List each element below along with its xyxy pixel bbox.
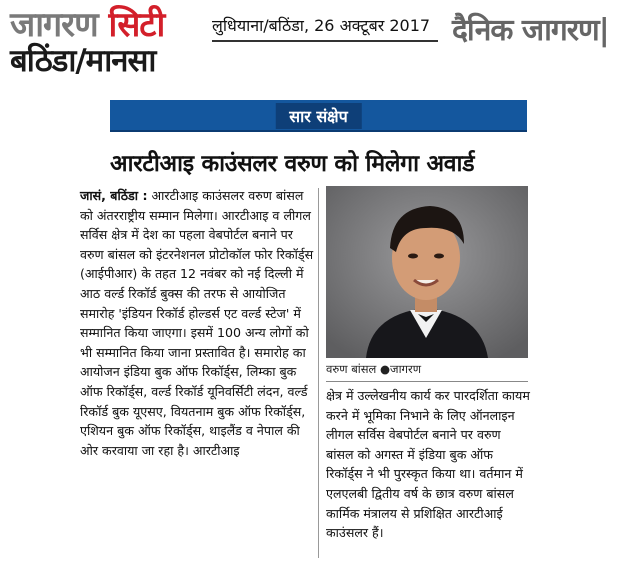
article-headline: आरटीआइ काउंसलर वरुण को मिलेगा अवार्ड (110, 151, 475, 177)
brand-part1: जागरण (10, 5, 98, 45)
photo-caption: वरुण बांसल ●जागरण (326, 362, 422, 376)
right-body: क्षेत्र में उल्लेखनीय कार्य कर पारदर्शिता कायम करने में भूमिका निभाने के लिए ऑनलाइन लीगल सर्विस वेबपोर्टल बनाने पर वरुण बांसल को अगस्त में इंडिया बुक ऑफ रिकॉर्ड्स ने भी पुरस्कृत किया था। वर्तमान में एलएलबी द्वितीय वर्ष के छात्र वरुण बांसल कार्मिक मंत्रालय से प्रशिक्षित आरटीआई काउंसलर हैं। (326, 388, 530, 541)
caption-rule (326, 381, 528, 382)
paper-name: दैनिक जागरण| (452, 13, 609, 48)
section-bar (110, 100, 527, 132)
edition-name: बठिंडा/मानसा (10, 43, 156, 79)
article-left-column (80, 186, 316, 460)
portrait-photo (326, 186, 528, 358)
dateline: लुधियाना/बठिंडा, 26 अक्टूबर 2017 (212, 16, 431, 35)
left-column-text (80, 186, 316, 460)
portrait-image (326, 186, 528, 358)
column-divider (318, 188, 319, 558)
left-body: आरटीआइ काउंसलर वरुण बांसल को अंतरराष्ट्रीय सम्मान मिलेगा। आरटीआइ व लीगल सर्विस क्षेत्र में देश का पहला वेबपोर्टल बनाने पर वरुण बांसल को इंटरनेशनल प्रोटोकॉल फोर रिकॉर्ड्स (आईपीआर) के तहत 12 नवंबर को नई दिल्ली में आठ वर्ल्ड रिकॉर्ड बुक्स की तरफ से आयोजित समारोह 'इंडियन रिकॉर्ड होल्डर्स एट वर्ल्ड स्टेज' में सम्मानित किया जाएगा। इसमें 100 अन्य लोगों को भी सम्मानित किया जाना प्रस्तावित है। समारोह का आयोजन इंडिया बुक ऑफ रिकॉर्ड्स, लिम्का बुक ऑफ रिकॉर्ड्स, वर्ल्ड रिकॉर्ड यूनिवर्सिटी लंदन, वर्ल्ड रिकॉर्ड बुक यूएसए, वियतनाम बुक ऑफ रिकॉर्ड्स, एशियन बुक ऑफ रिकॉर्ड्स, थाइलैंड व नेपाल की ओर करवाया जा रहा है। आरटीआइ (80, 188, 314, 458)
article-right-column (326, 386, 530, 543)
brand-logo (10, 6, 164, 44)
dateline-rule (212, 40, 438, 42)
section-label: सार संक्षेप (275, 103, 361, 129)
lead-dateline: जासं, बठिंडा : (80, 188, 148, 203)
brand-part2: सिटी (108, 5, 165, 45)
masthead (0, 0, 643, 82)
